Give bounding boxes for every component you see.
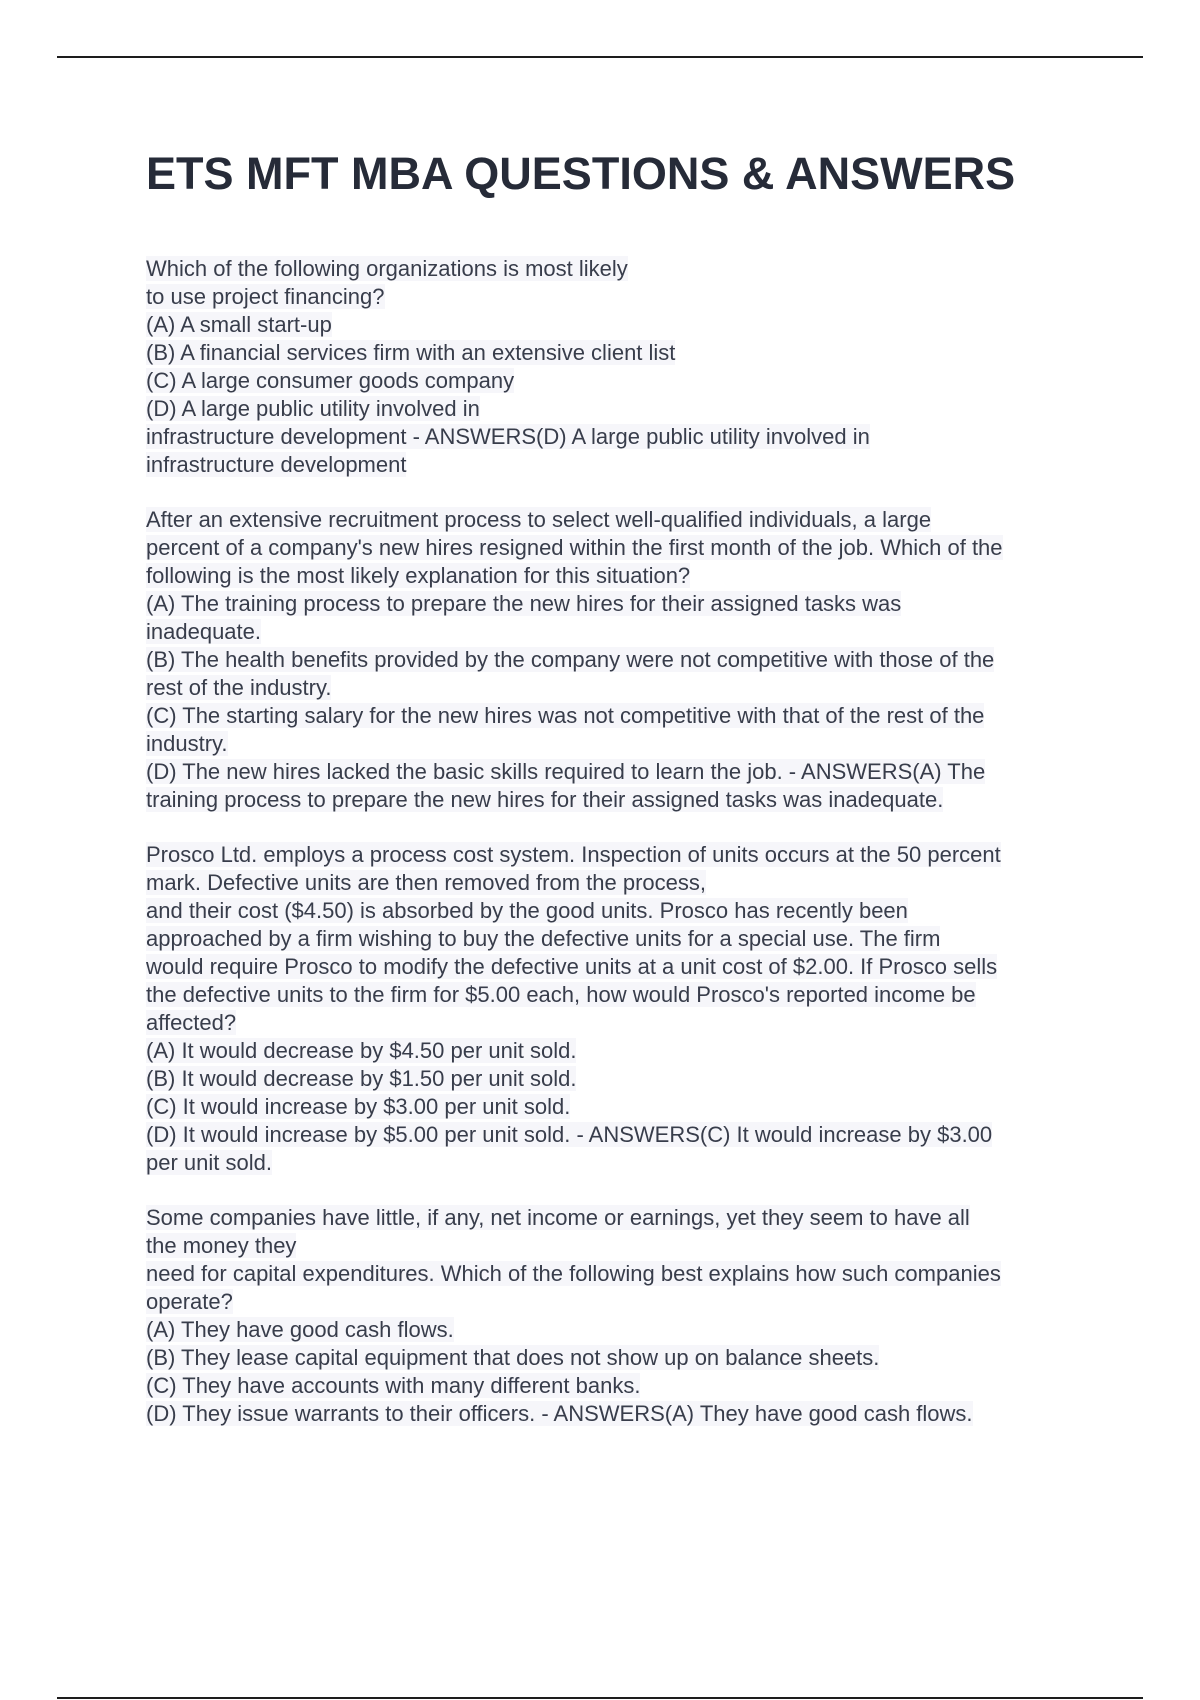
answer-option: (B) They lease capital equipment that does not show up on balance sheets. xyxy=(146,1345,880,1370)
answer-option: industry. xyxy=(146,731,228,756)
answer-text: (D) They issue warrants to their officers. - ANSWERS(A) They have good cash flows. xyxy=(146,1401,973,1426)
question-line: operate? xyxy=(146,1289,233,1314)
question-block-1 xyxy=(146,255,1106,479)
answer-option: (A) It would decrease by $4.50 per unit sold. xyxy=(146,1038,577,1063)
question-line: mark. Defective units are then removed from the process, xyxy=(146,870,707,895)
answer-text: infrastructure development xyxy=(146,452,407,477)
answer-text: infrastructure development - ANSWERS(D) A large public utility involved in xyxy=(146,424,870,449)
header-rule xyxy=(57,56,1143,58)
answer-option: (A) The training process to prepare the new hires for their assigned tasks was xyxy=(146,591,902,616)
question-block-2 xyxy=(146,506,1106,814)
question-line: Which of the following organizations is most likely xyxy=(146,256,628,281)
answer-option: (B) A financial services firm with an extensive client list xyxy=(146,340,676,365)
answer-option: inadequate. xyxy=(146,619,261,644)
answer-option: (B) The health benefits provided by the company were not competitive with those of the xyxy=(146,647,995,672)
question-line: After an extensive recruitment process to select well-qualified individuals, a large xyxy=(146,507,932,532)
question-line: need for capital expenditures. Which of the following best explains how such companies xyxy=(146,1261,1001,1286)
question-line: the money they xyxy=(146,1233,297,1258)
question-line: percent of a company's new hires resigned within the first month of the job. Which of the xyxy=(146,535,1003,560)
question-line: would require Prosco to modify the defective units at a unit cost of $2.00. If Prosco sells xyxy=(146,954,998,979)
answer-text: training process to prepare the new hires for their assigned tasks was inadequate. xyxy=(146,787,944,812)
answer-option: (D) A large public utility involved in xyxy=(146,396,480,421)
question-line: Prosco Ltd. employs a process cost system. Inspection of units occurs at the 50 percent xyxy=(146,842,1001,867)
question-block-4 xyxy=(146,1204,1106,1428)
answer-text: (D) The new hires lacked the basic skills required to learn the job. - ANSWERS(A) The xyxy=(146,759,986,784)
answer-option: (C) It would increase by $3.00 per unit sold. xyxy=(146,1094,571,1119)
footer-rule xyxy=(57,1697,1143,1699)
question-line: Some companies have little, if any, net income or earnings, yet they seem to have all xyxy=(146,1205,970,1230)
question-line: the defective units to the firm for $5.00 each, how would Prosco's reported income be xyxy=(146,982,976,1007)
document-title: ETS MFT MBA QUESTIONS & ANSWERS xyxy=(146,148,1016,199)
question-line: approached by a firm wishing to buy the defective units for a special use. The firm xyxy=(146,926,941,951)
answer-text: (D) It would increase by $5.00 per unit sold. - ANSWERS(C) It would increase by $3.00 xyxy=(146,1122,993,1147)
answer-text: per unit sold. xyxy=(146,1150,272,1175)
question-line: following is the most likely explanation for this situation? xyxy=(146,563,691,588)
question-line: to use project financing? xyxy=(146,284,385,309)
answer-option: (C) The starting salary for the new hires was not competitive with that of the rest of the xyxy=(146,703,985,728)
document-body xyxy=(146,255,1106,1455)
question-line: and their cost ($4.50) is absorbed by the good units. Prosco has recently been xyxy=(146,898,908,923)
answer-option: (A) A small start-up xyxy=(146,312,332,337)
answer-option: (C) They have accounts with many different banks. xyxy=(146,1373,641,1398)
answer-option: (C) A large consumer goods company xyxy=(146,368,515,393)
question-block-3 xyxy=(146,841,1106,1177)
question-line: affected? xyxy=(146,1010,237,1035)
answer-option: (B) It would decrease by $1.50 per unit sold. xyxy=(146,1066,577,1091)
answer-option: rest of the industry. xyxy=(146,675,332,700)
answer-option: (A) They have good cash flows. xyxy=(146,1317,454,1342)
